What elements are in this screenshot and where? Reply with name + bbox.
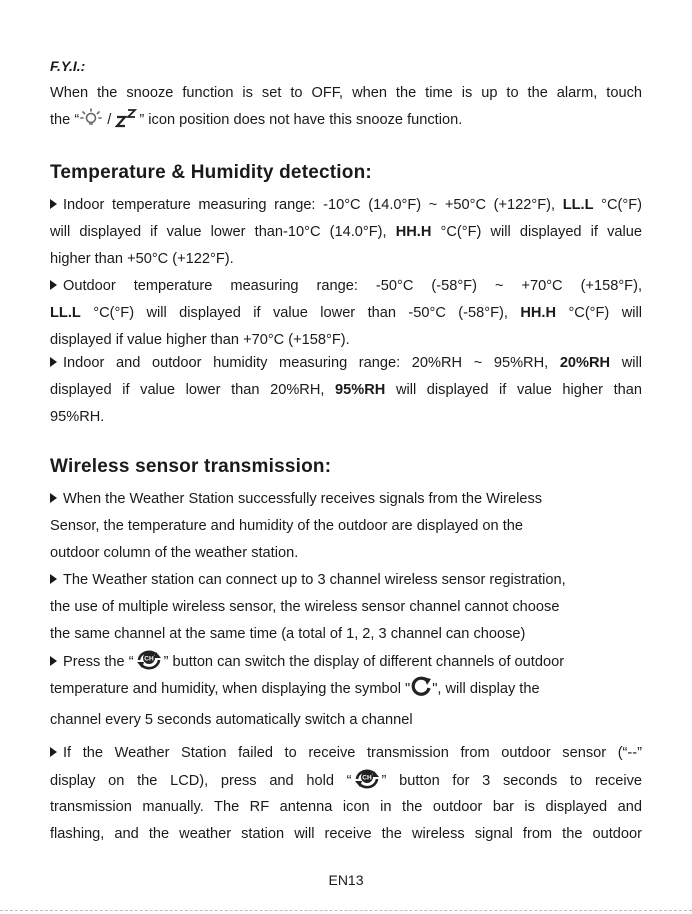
indoor-temperature-paragraph: Indoor temperature measuring range: -10°C (14.0°F) ~ +50°C (+122°F), LL.L °C(°F) will displayed if value lower than-10°C (14.0°F), HH.H °C(°F) will displayed if value higher than +50°C (+122°F). <box>50 197 642 267</box>
snooze-line-2: the “ / ” icon position does not have this snooze function. <box>50 107 642 134</box>
outdoor-temperature-paragraph: Outdoor temperature measuring range: -50°C (-58°F) ~ +70°C (+158°F), LL.L °C(°F) will displayed if value lower than -50°C (-58°F), HH.H °C(°F) will displayed if value higher than +70°C (+158°F). <box>50 278 642 348</box>
wireless-paragraph-3: Press the “ CH ” button can switch the display of different channels of outdoor temperature and humidity, when displaying the symbol " ", will display the channel every 5 seconds automatically switch a channel <box>50 648 642 734</box>
humidity-paragraph: Indoor and outdoor humidity measuring range: 20%RH ~ 95%RH, 20%RH will displayed if value lower than 20%RH, 95%RH will displayed if value higher than 95%RH. <box>50 355 642 425</box>
bullet-triangle-icon <box>50 574 57 584</box>
light-bulb-icon <box>79 108 103 138</box>
wireless-paragraph-1: When the Weather Station successfully receives signals from the Wireless Sensor, the temperature and humidity of the outdoor are displayed on the outdoor column of the weather station. <box>50 491 543 561</box>
section-heading-temperature: Temperature & Humidity detection: <box>50 162 372 183</box>
bullet-triangle-icon <box>50 199 57 209</box>
page-number: EN13 <box>328 872 364 888</box>
fyi-label: F.Y.I.: <box>50 58 86 74</box>
bullet-triangle-icon <box>50 357 57 367</box>
page-bottom-divider <box>0 910 692 911</box>
ch-icon-label: CH <box>143 655 154 663</box>
bullet-triangle-icon <box>50 747 57 757</box>
section-heading-wireless: Wireless sensor transmission: <box>50 456 332 477</box>
channel-cycle-icon <box>410 675 432 707</box>
wireless-paragraph-4: If the Weather Station failed to receive transmission from outdoor sensor (“--” display on the LCD), press and hold “ CH ” button for 3 seconds to receive transmission manually. The RF antenna icon in the outdoor bar is displayed and flashing, and the weather station will receive the wireless signal from the outdoor <box>50 745 642 842</box>
bullet-triangle-icon <box>50 280 57 290</box>
bullet-triangle-icon <box>50 493 57 503</box>
snooze-line-1: When the snooze function is set to OFF, when the time is up to the alarm, touch <box>50 85 642 101</box>
snooze-zz-icon <box>115 108 139 138</box>
ch-icon-label: CH <box>361 774 372 782</box>
wireless-paragraph-2: The Weather station can connect up to 3 channel wireless sensor registration, the use of multiple wireless sensor, the wireless sensor channel cannot choose the same channel at the same time (a total of 1, 2, 3 channel can choose) <box>50 572 566 642</box>
snooze-note <box>50 80 642 134</box>
bullet-triangle-icon <box>50 656 57 666</box>
